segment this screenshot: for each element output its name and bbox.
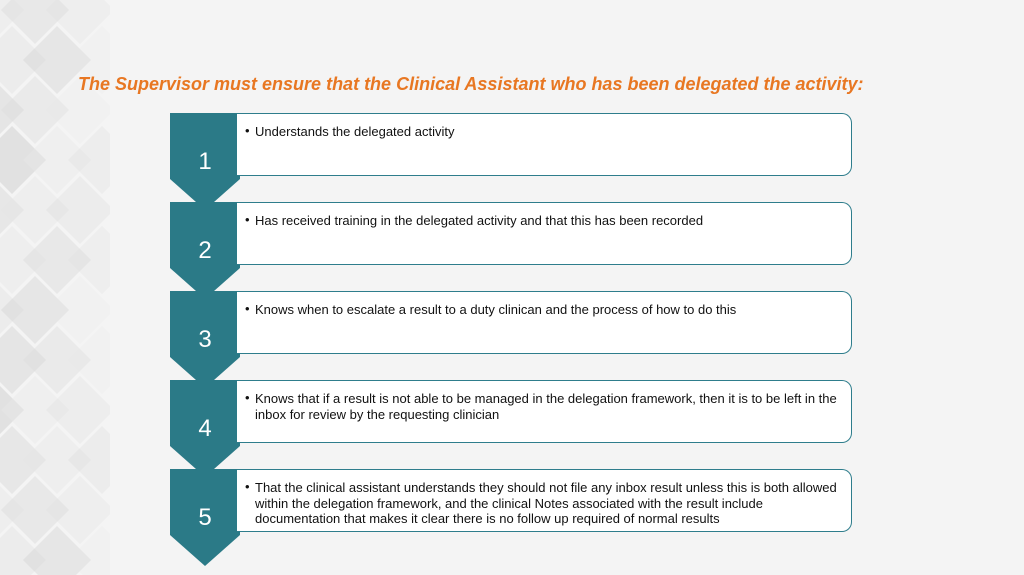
step-1-text: • Understands the delegated activity xyxy=(245,124,845,140)
step-4-text: • Knows that if a result is not able to be managed in the delegation framework, then it is to be left in the inbox for review by the requesting clinician xyxy=(245,391,845,422)
step-4-box xyxy=(237,380,852,443)
step-3-box xyxy=(237,291,852,354)
step-4-number: 4 xyxy=(198,415,212,442)
step-1-box xyxy=(237,113,852,176)
step-2-text: • Has received training in the delegated activity and that this has been recorded xyxy=(245,213,845,229)
step-3-text: • Knows when to escalate a result to a duty clinican and the process of how to do this xyxy=(245,302,845,318)
step-1-number: 1 xyxy=(198,148,212,175)
step-5-text: • That the clinical assistant understands they should not file any inbox result unless this is both allowed within the delegation framework, and the clinical Notes associated with the result include documentation that makes it clear there is no follow up required of normal results xyxy=(245,480,845,527)
step-3-number: 3 xyxy=(198,326,212,353)
step-2-box xyxy=(237,202,852,265)
page-title: The Supervisor must ensure that the Clinical Assistant who has been delegated the activity: xyxy=(78,74,864,94)
step-5-number: 5 xyxy=(198,504,212,531)
step-5-box xyxy=(237,469,852,532)
step-2-number: 2 xyxy=(198,237,212,264)
